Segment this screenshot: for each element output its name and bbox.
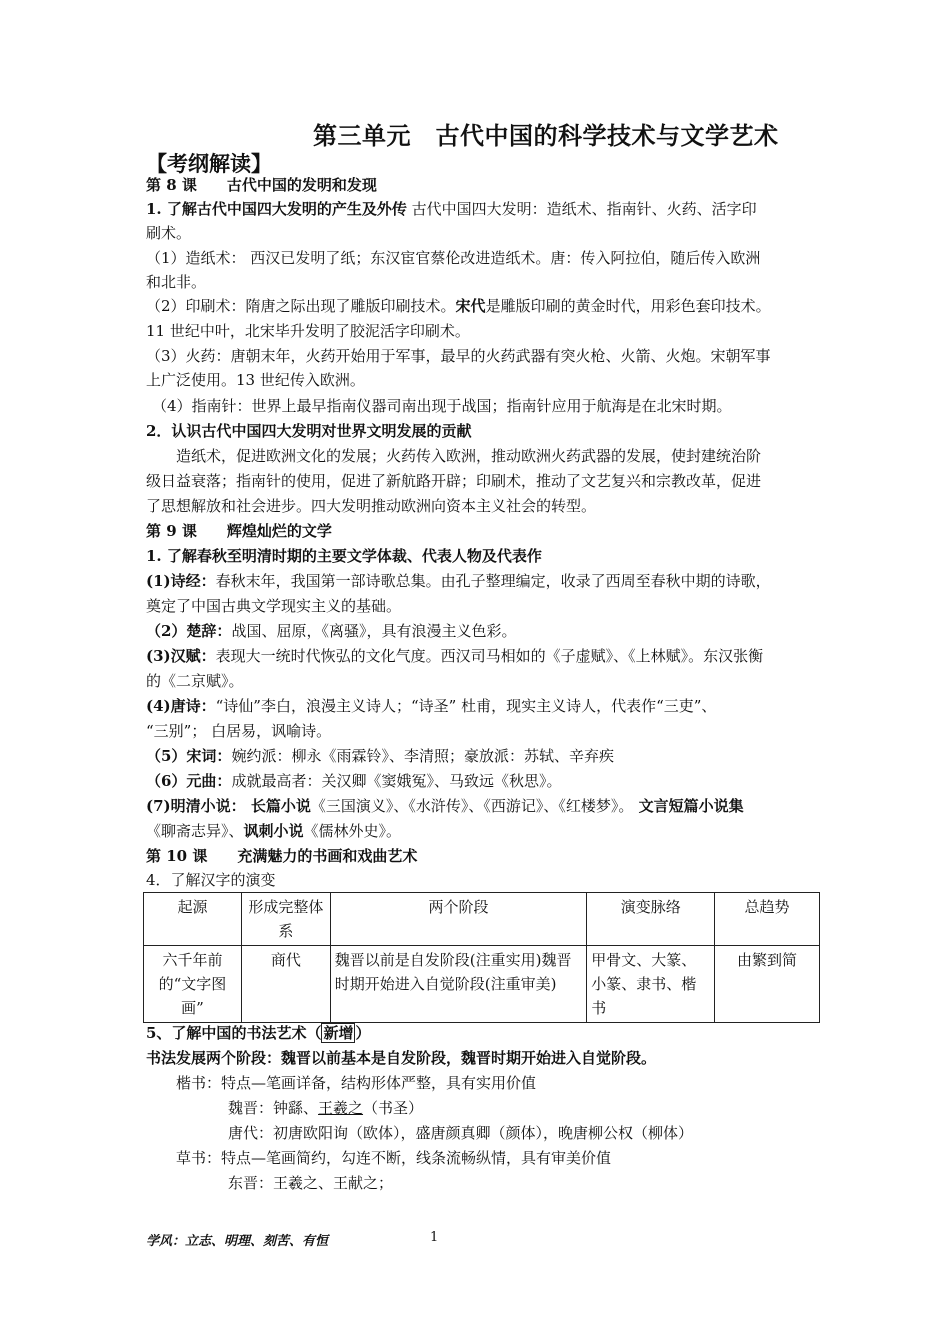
- table-cell: 由繁到简: [715, 946, 820, 1023]
- yuanqu-line: [146, 769, 561, 793]
- printing-text-c: 是雕版印刷的黄金时代，用彩色套印技术。: [485, 297, 771, 315]
- hanfu-label: (3)汉赋：: [146, 647, 216, 665]
- chuci-label: （2）楚辞：: [146, 622, 232, 640]
- calligraphy-stages: 书法发展两个阶段：魏晋以前基本是自发阶段，魏晋时期开始进入自觉阶段。: [146, 1049, 657, 1067]
- paper-line-cont: 和北非。: [146, 273, 207, 291]
- songci-label: （5）宋词：: [146, 747, 232, 765]
- shijing-line: [146, 569, 771, 593]
- lesson8-item1: [146, 197, 757, 221]
- item5-close: ）: [355, 1024, 371, 1042]
- lesson10-heading: 第 10 课 充满魅力的书画和戏曲艺术: [146, 847, 418, 865]
- mingqing-line-cont: [146, 819, 401, 843]
- table-header-cell: 演变脉络: [587, 893, 715, 946]
- table-cell: 六千年前的“文字图画”: [144, 946, 242, 1023]
- table-header-cell: 总趋势: [715, 893, 820, 946]
- lesson8-item1-cont: 刷术。: [146, 224, 192, 242]
- lesson8-heading: 第 8 课 古代中国的发明和发现: [146, 176, 377, 194]
- liaozhai: 《聊斋志异》、: [146, 822, 244, 840]
- printing-song: 宋代: [455, 297, 486, 315]
- tangshi-label: (4)唐诗：: [146, 697, 216, 715]
- unit-title: 第三单元 古代中国的科学技术与文学艺术: [313, 121, 779, 150]
- yuanqu-label: （6）元曲：: [146, 772, 232, 790]
- new-badge: 新增: [323, 1024, 354, 1042]
- printing-text-a: （2）印刷术：隋唐之际出现了雕版印刷技术。: [146, 297, 456, 315]
- table-header-cell: 起源: [144, 893, 242, 946]
- shijing-line-cont: 奠定了中国古典文学现实主义的基础。: [146, 597, 402, 615]
- mingqing-long-novel: 长篇小说: [245, 797, 311, 815]
- satire-novel-label: 讽刺小说: [243, 822, 304, 840]
- tangshi-text: “诗仙”李白，浪漫主义诗人；“诗圣” 杜甫，现实主义诗人，代表作“三吏”、: [215, 697, 717, 715]
- table-header-cell: 形成完整体系: [241, 893, 330, 946]
- lesson8-item1-text: 古代中国四大发明：造纸术、指南针、火药、活字印: [406, 200, 757, 218]
- printing-line: [146, 294, 771, 318]
- contribution-line-1: 造纸术，促进欧洲文化的发展；火药传入欧洲，推动欧洲火药武器的发展，使封建统治阶: [146, 447, 762, 465]
- table-cell: 商代: [241, 946, 330, 1023]
- weijin-text: 魏晋：钟繇、: [228, 1099, 319, 1117]
- table-row: [144, 946, 820, 1023]
- tangshi-line-cont: “三别”； 白居易，讽喻诗。: [146, 722, 332, 740]
- songci-line: [146, 744, 614, 768]
- wang-xizhi: 王羲之: [318, 1099, 364, 1117]
- gunpowder-line: （3）火药：唐朝末年，火药开始用于军事，最早的火药武器有突火枪、火箭、火炮。宋朝军事: [146, 347, 771, 365]
- shusheng: （书圣）: [363, 1099, 424, 1117]
- mingqing-list: 《三国演义》、《水浒传》、《西游记》、《红楼梦》。: [310, 797, 634, 815]
- shijing-label: (1)诗经：: [146, 572, 216, 590]
- compass-line: （4）指南针：世界上最早指南仪器司南出现于战国；指南针应用于航海是在北宋时期。: [152, 397, 732, 415]
- shijing-text: 春秋末年，我国第一部诗歌总集。由孔子整理编定，收录了西周至春秋中期的诗歌，: [215, 572, 771, 590]
- printing-line-cont: 11 世纪中叶，北宋毕升发明了胶泥活字印刷术。: [146, 322, 470, 340]
- songci-text: 婉约派：柳永《雨霖铃》、李清照；豪放派：苏轼、辛弃疾: [231, 747, 614, 765]
- contribution-line-2: 级日益衰落；指南针的使用，促进了新航路开辟；印刷术，推动了文艺复兴和宗教改革，促进: [146, 472, 762, 490]
- table-header-row: [144, 893, 820, 946]
- footer-motto: 学风：立志、明理、刻苦、有恒: [146, 1234, 329, 1249]
- kaishu-line: 楷书：特点—笔画详备，结构形体严整，具有实用价值: [176, 1074, 537, 1092]
- lesson10-item4: 4．了解汉字的演变: [146, 871, 276, 889]
- hanfu-text: 表现大一统时代恢弘的文化气度。西汉司马相如的《子虚赋》、《上林赋》。东汉张衡: [215, 647, 764, 665]
- caoshu-line: 草书：特点—笔画简约，勾连不断，线条流畅纵情，具有审美价值: [176, 1149, 612, 1167]
- lesson10-item5: [146, 1021, 370, 1045]
- chuci-line: [146, 619, 516, 643]
- mingqing-line: [146, 794, 744, 818]
- paper-line: （1）造纸术： 西汉已发明了纸；东汉宦官蔡伦改进造纸术。唐：传入阿拉伯，随后传入欧洲: [146, 249, 761, 267]
- lesson8-item2: 2．认识古代中国四大发明对世界文明发展的贡献: [146, 422, 472, 440]
- gunpowder-line-cont: 上广泛使用。13 世纪传入欧洲。: [146, 371, 365, 389]
- lesson9-item1: 1. 了解春秋至明清时期的主要文学体裁、代表人物及代表作: [146, 547, 542, 565]
- chuci-text: 战国、屈原，《离骚》，具有浪漫主义色彩。: [231, 622, 517, 640]
- page-number: 1: [430, 1230, 439, 1245]
- character-evolution-table: [143, 892, 820, 1023]
- table-cell: 魏晋以前是自发阶段(注重实用)魏晋时期开始进入自觉阶段(注重审美): [330, 946, 587, 1023]
- hanfu-line-cont: 的《二京赋》。: [146, 672, 244, 690]
- lesson9-heading: 第 9 课 辉煌灿烂的文学: [146, 522, 332, 540]
- mingqing-short-novel: 文言短篇小说集: [633, 797, 744, 815]
- table-cell: 甲骨文、大篆、小篆、隶书、楷书: [587, 946, 715, 1023]
- tangshi-line: [146, 694, 716, 718]
- contribution-line-3: 了思想解放和社会进步。四大发明推动欧洲向资本主义社会的转型。: [146, 497, 597, 515]
- rulin: 《儒林外史》。: [303, 822, 402, 840]
- dongjin-line: 东晋：王羲之、王献之；: [228, 1174, 394, 1192]
- yuanqu-text: 成就最高者：关汉卿《窦娥冤》、马致远《秋思》。: [231, 772, 562, 790]
- table-header-cell: 两个阶段: [330, 893, 587, 946]
- hanfu-line: [146, 644, 763, 668]
- section-header: 【考纲解读】: [146, 151, 272, 176]
- mingqing-label: (7)明清小说：: [146, 797, 246, 815]
- tang-line: 唐代：初唐欧阳询（欧体），盛唐颜真卿（颜体），晚唐柳公权（柳体）: [228, 1124, 694, 1142]
- item5-text: 5、了解中国的书法艺术（: [146, 1024, 322, 1042]
- weijin-line: [228, 1096, 423, 1120]
- lesson8-item1-title: 1. 了解古代中国四大发明的产生及外传: [146, 200, 407, 218]
